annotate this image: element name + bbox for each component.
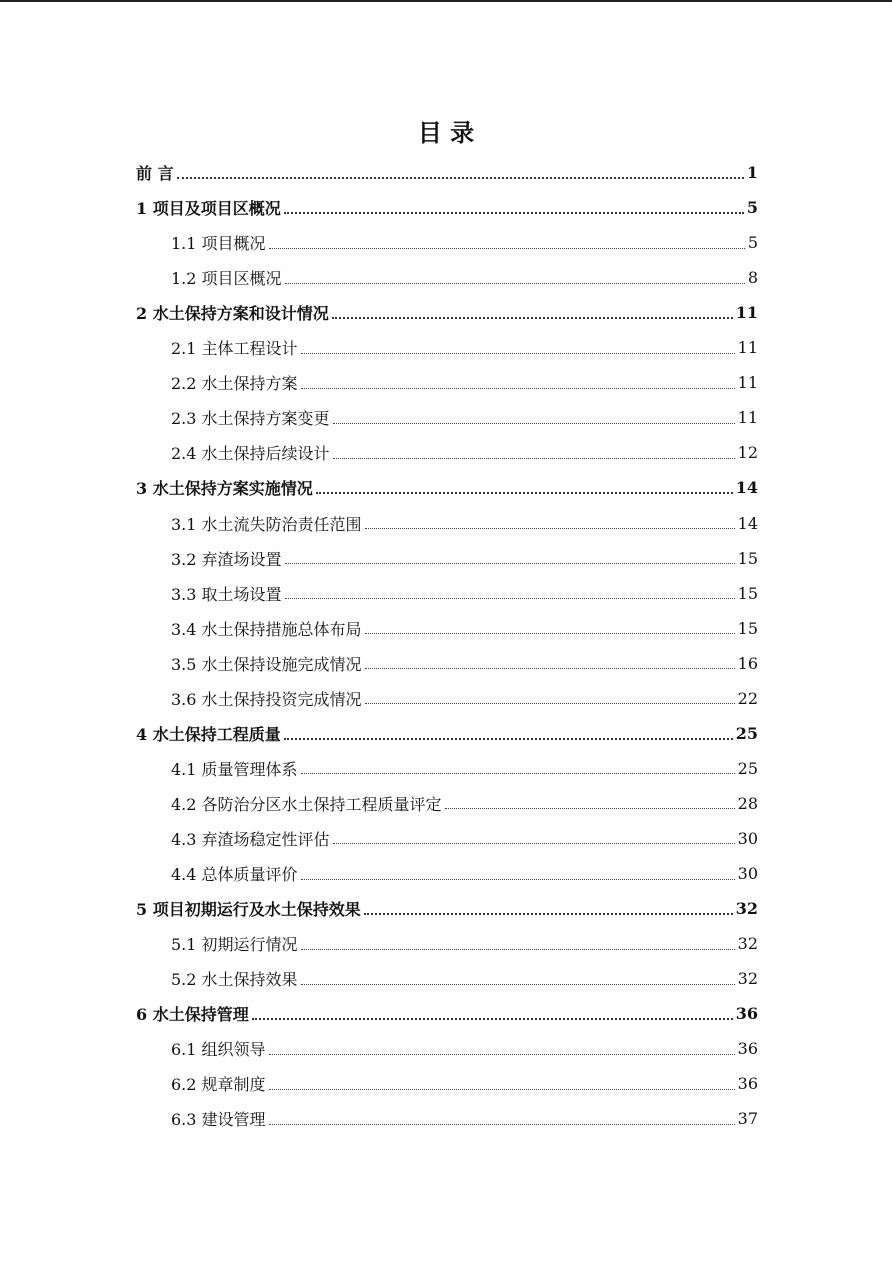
page-top-border [0,0,892,2]
toc-page-number: 11 [737,408,758,428]
toc-section-entry[interactable] [171,681,758,716]
toc-chapter-entry[interactable] [136,996,758,1031]
toc-page-number: 25 [737,758,758,778]
toc-entry-title: 4 水土保持工程质量 [136,724,281,744]
toc-page-number: 32 [735,899,758,919]
toc-dot-leader [332,316,733,319]
toc-dot-leader [284,211,744,214]
toc-entry-title: 6 水土保持管理 [136,1005,249,1025]
toc-dot-leader [364,912,733,915]
toc-dot-leader [285,597,735,599]
toc-section-entry[interactable] [171,1066,758,1101]
toc-page-number: 36 [737,1039,758,1059]
toc-page-number: 14 [737,513,758,533]
toc-entry-title: 4.2 各防治分区水土保持工程质量评定 [171,794,442,814]
toc-section-entry[interactable] [171,435,758,470]
toc-page-number: 36 [735,1004,758,1024]
toc-dot-leader [269,1088,735,1090]
toc-section-entry[interactable] [171,330,758,365]
toc-entry-title: 3 水土保持方案实施情况 [136,479,313,499]
toc-entry-title: 4.4 总体质量评价 [171,865,298,884]
toc-section-entry[interactable] [171,611,758,646]
toc-entry-title: 4.1 质量管理体系 [171,759,298,779]
toc-chapter-entry[interactable] [136,295,758,330]
toc-page-number: 32 [737,934,758,954]
toc-entry-title: 3.2 弃渣场设置 [171,549,282,569]
toc-section-entry[interactable] [171,400,758,435]
toc-entry-title: 3.6 水土保持投资完成情况 [171,689,362,709]
toc-section-entry[interactable] [171,786,758,821]
toc-entry-title: 2.2 水土保持方案 [171,374,298,394]
toc-dot-leader [365,632,735,634]
toc-page-number: 30 [737,828,758,848]
toc-dot-leader [285,282,745,284]
toc-page-number: 12 [737,443,758,463]
toc-dot-leader [284,737,733,740]
toc-entry-title: 2.3 水土保持方案变更 [171,409,330,429]
toc-dot-leader [301,352,735,354]
toc-entry-title: 5 项目初期运行及水土保持效果 [136,900,361,920]
toc-entry-title: 1.2 项目区概况 [171,269,282,289]
toc-chapter-entry[interactable] [136,891,758,926]
toc-page-number: 32 [737,969,758,989]
toc-dot-leader [285,562,735,564]
toc-dot-leader [445,807,735,809]
toc-entry-title: 前 言 [136,164,174,183]
toc-section-entry[interactable] [171,751,758,786]
toc-entry-title: 1.1 项目概况 [171,234,266,254]
toc-section-entry[interactable] [171,646,758,681]
toc-page-number: 15 [737,618,758,638]
toc-chapter-entry[interactable] [136,470,758,505]
toc-page-number: 5 [746,198,758,218]
toc-dot-leader [252,1017,733,1020]
toc-page-number: 37 [737,1109,758,1129]
toc-entry-title: 3.5 水土保持设施完成情况 [171,654,362,674]
toc-page-number: 15 [737,583,758,603]
toc-page-number: 36 [737,1074,758,1094]
toc-section-entry[interactable] [171,961,758,996]
toc-entry-title: 2 水土保持方案和设计情况 [136,304,329,324]
toc-section-entry[interactable] [171,856,758,891]
toc-section-entry[interactable] [171,926,758,961]
toc-section-entry[interactable] [171,225,758,260]
toc-section-entry[interactable] [171,1031,758,1066]
toc-page-number: 14 [735,478,758,498]
toc-dot-leader [333,422,735,424]
toc-entry-title: 3.4 水土保持措施总体布局 [171,619,362,639]
toc-page-number: 11 [737,338,758,358]
toc-dot-leader [333,842,735,844]
toc-page-number: 11 [735,303,758,323]
toc-dot-leader [365,702,735,704]
toc-section-entry[interactable] [171,260,758,295]
toc-dot-leader [301,772,735,774]
toc-entry-title: 1 项目及项目区概况 [136,199,281,219]
toc-section-entry[interactable] [171,541,758,576]
toc-dot-leader [365,527,735,529]
toc-page-number: 1 [746,163,758,182]
toc-dot-leader [269,1053,735,1055]
toc-page-number: 16 [737,653,758,673]
toc-page-number: 28 [737,793,758,813]
toc-chapter-entry[interactable] [136,155,758,190]
toc-dot-leader [269,1123,735,1125]
toc-dot-leader [301,983,735,985]
toc-dot-leader [365,667,735,669]
toc-page-number: 30 [737,864,758,883]
toc-page-number: 15 [737,548,758,568]
toc-dot-leader [301,948,735,950]
toc-entry-title: 3.3 取土场设置 [171,584,282,604]
toc-title: 目 录 [417,118,475,147]
toc-page-number: 11 [737,373,758,393]
toc-entry-title: 5.2 水土保持效果 [171,970,298,990]
toc-section-entry[interactable] [171,821,758,856]
toc-dot-leader [333,457,735,459]
toc-entry-title: 3.1 水土流失防治责任范围 [171,514,362,534]
toc-section-entry[interactable] [171,365,758,400]
toc-section-entry[interactable] [171,1101,758,1136]
toc-entry-title: 4.3 弃渣场稳定性评估 [171,829,330,849]
toc-section-entry[interactable] [171,576,758,611]
toc-dot-leader [269,247,745,249]
toc-entry-title: 2.1 主体工程设计 [171,339,298,359]
toc-page-number: 22 [737,688,758,708]
toc-chapter-entry[interactable] [136,716,758,751]
toc-section-entry[interactable] [171,506,758,541]
toc-dot-leader [301,878,735,880]
toc-chapter-entry[interactable] [136,190,758,225]
toc-entry-title: 6.2 规章制度 [171,1075,266,1095]
toc-entry-title: 6.3 建设管理 [171,1110,266,1130]
toc-entry-title: 6.1 组织领导 [171,1040,266,1060]
toc-dot-leader [177,176,744,179]
toc-entry-title: 5.1 初期运行情况 [171,935,298,955]
toc-page-number: 5 [747,233,758,253]
toc-page-number: 25 [735,723,758,743]
toc-dot-leader [316,491,733,494]
toc-entry-title: 2.4 水土保持后续设计 [171,444,330,464]
toc-dot-leader [301,387,735,389]
toc-page-number: 8 [747,268,758,288]
